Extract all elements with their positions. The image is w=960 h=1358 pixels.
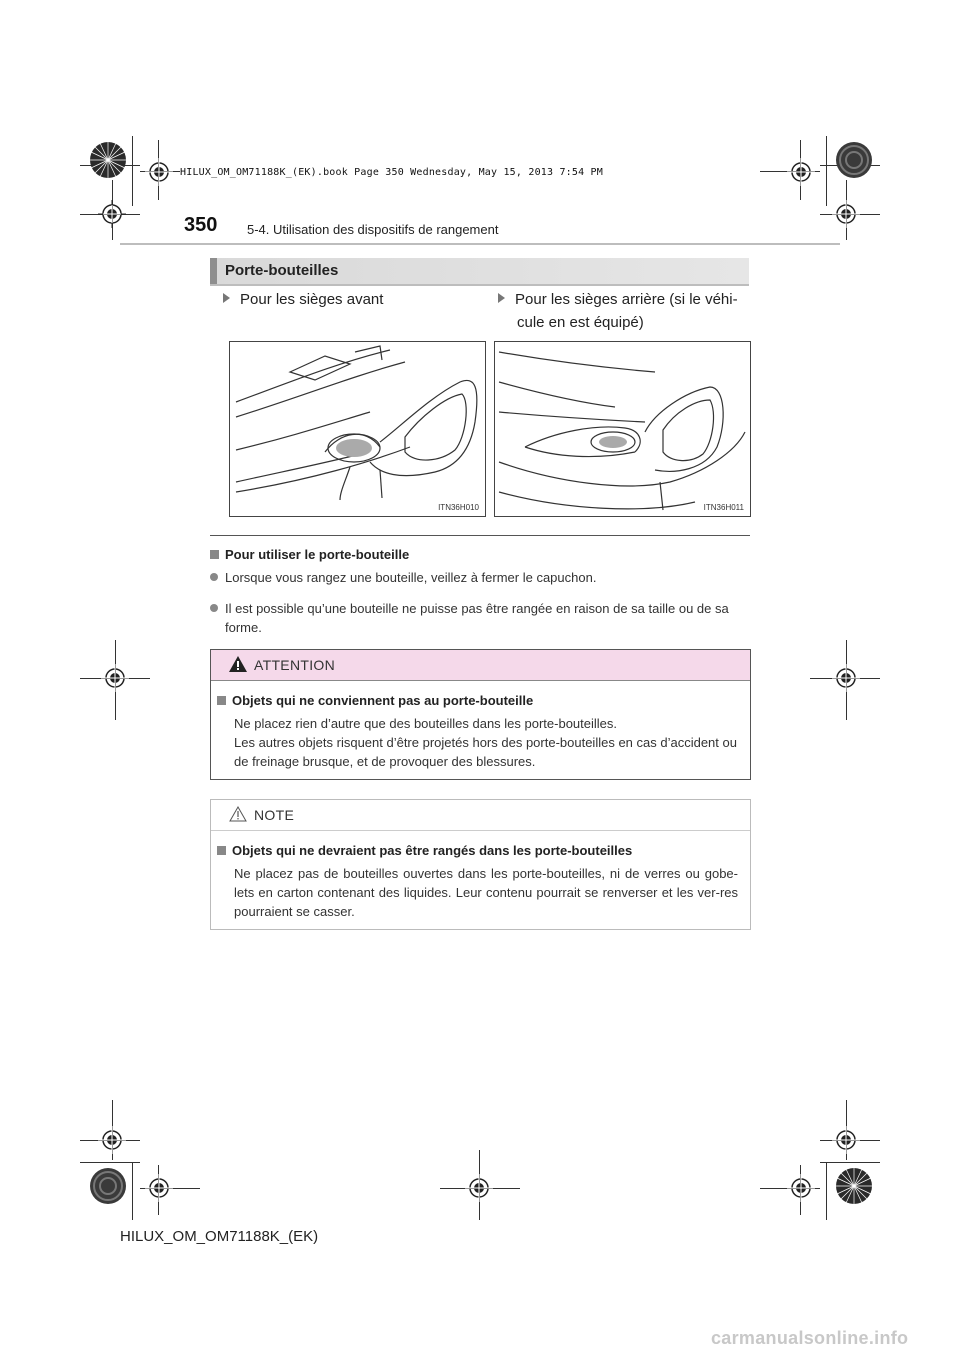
attention-box [210, 649, 751, 780]
attention-header [211, 650, 750, 681]
header-rule [120, 243, 840, 245]
square-bullet-icon [217, 696, 226, 705]
registration-mark-icon [465, 1174, 493, 1202]
warning-icon [229, 656, 247, 672]
star-target-icon [88, 140, 128, 180]
round-bullet-icon [210, 573, 218, 581]
square-bullet-icon [217, 846, 226, 855]
info-bullet: Lorsque vous rangez une bouteille, veillez à fermer le capuchon. [210, 568, 750, 587]
figure-code: ITN36H010 [438, 503, 479, 512]
registration-mark-icon [98, 1126, 126, 1154]
round-bullet-icon [210, 604, 218, 612]
attention-text: Les autres objets risquent d’être projetés hors des porte-bouteilles en cas d’accident ou de freinage brusque, et de provoquer des blessures. [234, 735, 737, 769]
registration-mark-icon [832, 200, 860, 228]
star-target-icon [834, 1166, 874, 1206]
note-box [210, 799, 751, 930]
note-heading: Objets qui ne devraient pas être rangés dans les porte-bouteilles [217, 841, 738, 860]
registration-mark-icon [98, 200, 126, 228]
note-label: NOTE [254, 807, 295, 823]
info-bullet: Il est possible qu’une bouteille ne puisse pas être rangée en raison de sa taille ou de sa forme. [210, 599, 750, 637]
attention-body [211, 681, 750, 783]
attention-label: ATTENTION [254, 657, 335, 673]
caution-icon [229, 806, 247, 822]
registration-mark-icon [787, 1174, 815, 1202]
attention-heading: Objets qui ne conviennent pas au porte-bouteille [217, 691, 738, 710]
note-body [211, 831, 750, 933]
figure-front-bottle-holder [229, 341, 486, 517]
page-number: 350 [184, 214, 218, 236]
caption-rear: Pour les sièges arrière (si le véhi- cule en est équipé) [498, 288, 738, 334]
registration-mark-icon [101, 664, 129, 692]
registration-mark-icon [832, 1126, 860, 1154]
info-heading: Pour utiliser le porte-bouteille [210, 547, 409, 562]
star-target-icon [834, 140, 874, 180]
square-bullet-icon [210, 550, 219, 559]
footer-doc-code: HILUX_OM_OM71188K_(EK) [120, 1228, 319, 1245]
registration-mark-icon [145, 158, 173, 186]
figure-code: ITN36H011 [703, 503, 744, 512]
rear-door-illustration [495, 342, 750, 516]
registration-mark-icon [787, 158, 815, 186]
front-door-illustration [230, 342, 485, 516]
registration-mark-icon [145, 1174, 173, 1202]
note-text: Ne placez pas de bouteilles ouvertes dans les porte-bouteilles, ni de verres ou gobe-lets en carton contenant des liquides. Leur contenu pourrait se renverser et les ver-res pourraient se casser. [234, 866, 738, 919]
page-title: Porte-bouteilles [225, 262, 339, 279]
section-title: 5-4. Utilisation des dispositifs de rangement [247, 222, 499, 237]
book-info: HILUX_OM_OM71188K_(EK).book Page 350 Wednesday, May 15, 2013 7:54 PM [180, 167, 603, 178]
separator-rule [210, 535, 750, 536]
star-target-icon [88, 1166, 128, 1206]
registration-mark-icon [832, 664, 860, 692]
section-title-bar [210, 258, 749, 286]
watermark: carmanualsonline.info [711, 1328, 909, 1348]
figure-rear-bottle-holder [494, 341, 751, 517]
triangle-bullet-icon [223, 293, 230, 303]
attention-text: Ne placez rien d’autre que des bouteilles dans les porte-bouteilles. [234, 716, 618, 731]
note-header [211, 800, 750, 831]
triangle-bullet-icon [498, 293, 505, 303]
caption-front: Pour les sièges avant [223, 288, 383, 311]
